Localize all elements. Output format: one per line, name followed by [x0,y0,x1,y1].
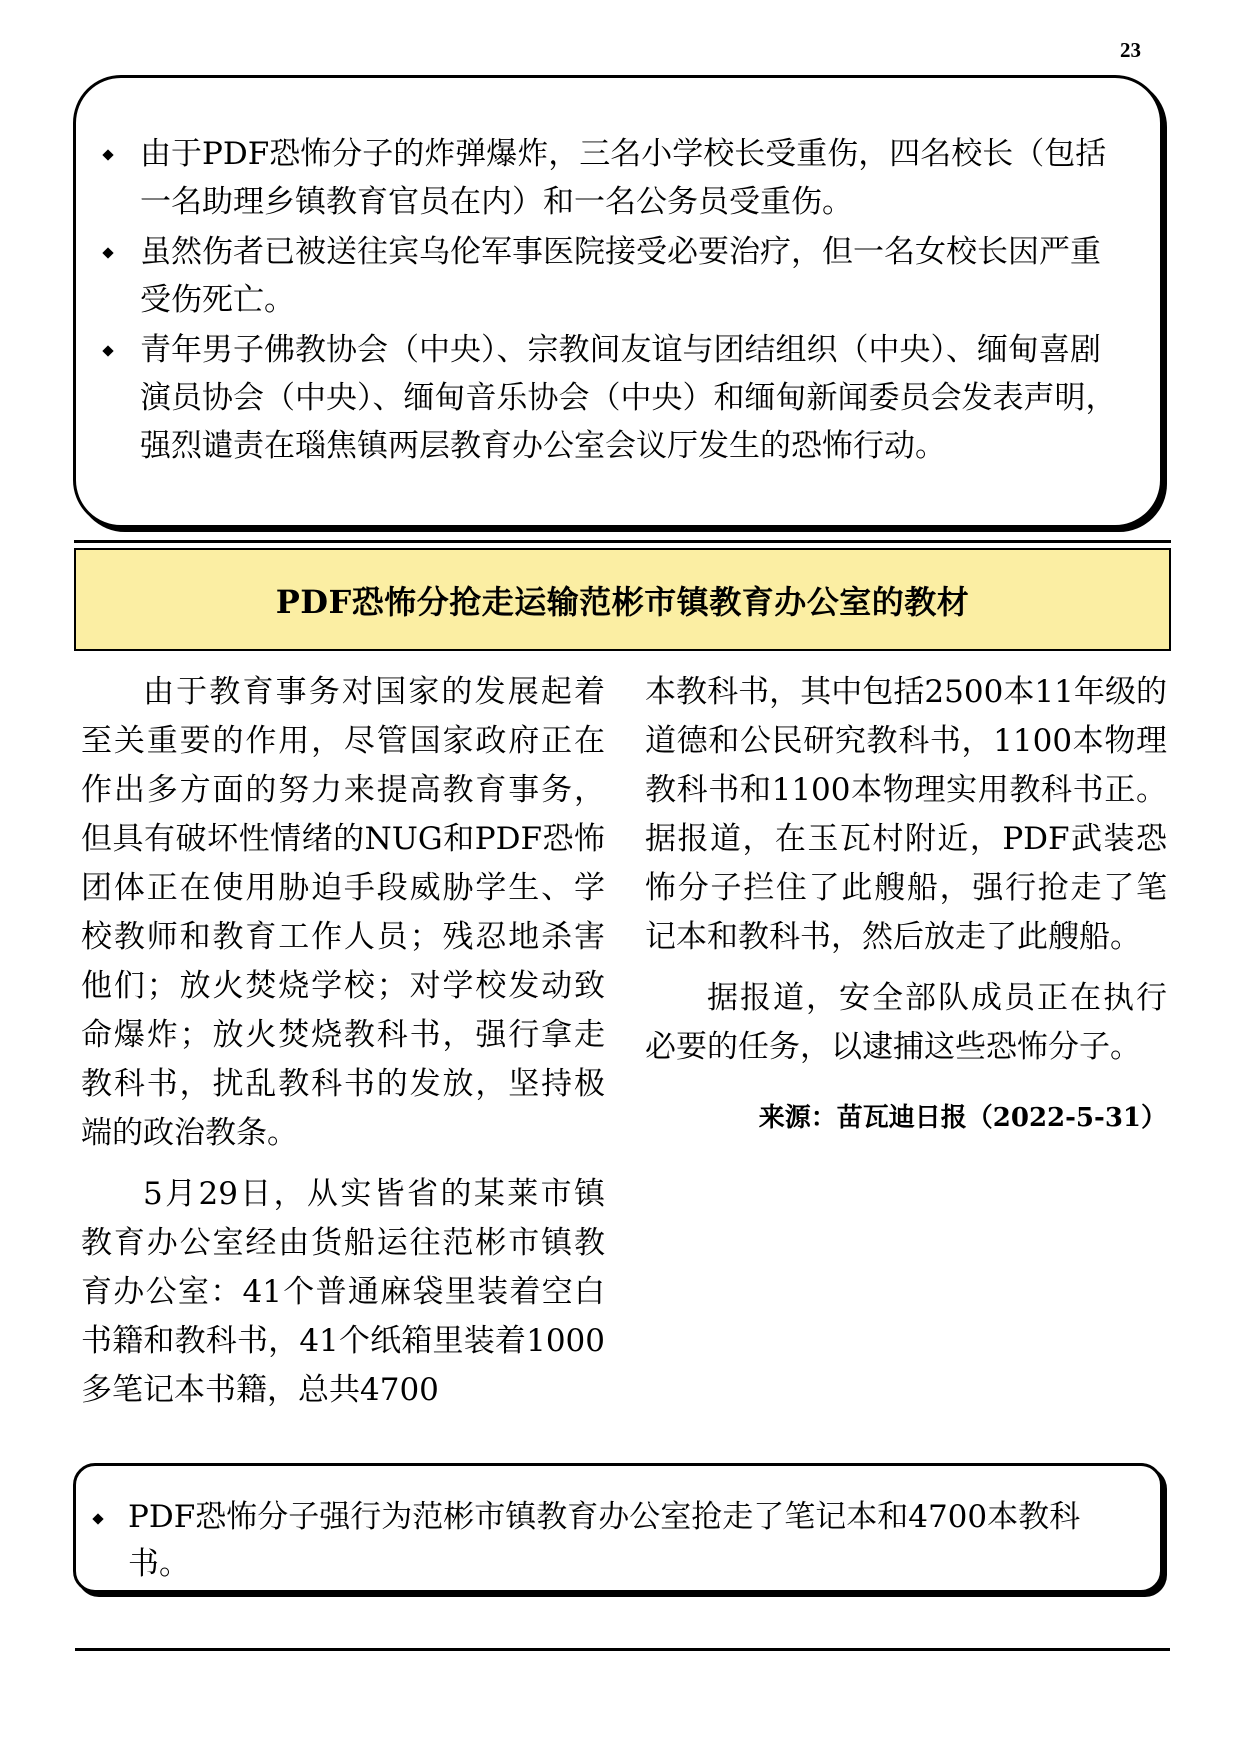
bullet-text: 虽然伤者已被送往宾乌伦军事医院接受必要治疗，但一名女校长因严重受伤死亡。 [140,234,1101,318]
article-paragraph: 由于教育事务对国家的发展起着至关重要的作用，尽管国家政府正在作出多方面的努力来提高教育事务，但具有破坏性情绪的NUG和PDF恐怖团体正在使用胁迫手段威胁学生、学校教师和教育工作人员；残忍地杀害他们；放火焚烧学校；对学校发动致命爆炸；放火焚烧教科书，强行拿走教科书，扰乱教科书的发放，坚持极端的政治教条。 [81,674,605,1151]
summary-list-bottom [90,1494,1136,1590]
list-item [100,228,1120,324]
article-column-left [81,668,605,1427]
diamond-bullet-icon [102,345,113,356]
diamond-bullet-icon [92,1513,103,1524]
article-title-banner [74,548,1171,651]
diamond-bullet-icon [102,247,113,258]
list-item [100,326,1120,470]
article-source: 来源：苗瓦迪日报（2022-5-31） [758,1103,1167,1133]
list-item [100,130,1120,226]
article-paragraph: 5月29日，从实皆省的某莱市镇教育办公室经由货船运往范彬市镇教育办公室：41个普通麻袋里装着空白书籍和教科书，41个纸箱里装着1000多笔记本书籍，总共4700 [81,1176,605,1408]
footer-divider [75,1648,1170,1651]
article-paragraph: 据报道，安全部队成员正在执行必要的任务，以逮捕这些恐怖分子。 [645,980,1167,1065]
bullet-text: PDF恐怖分子强行为范彬市镇教育办公室抢走了笔记本和4700本教科书。 [128,1499,1081,1582]
summary-box-top [73,75,1163,528]
summary-box-bottom [73,1463,1163,1593]
diamond-bullet-icon [102,149,113,160]
list-item [90,1494,1136,1588]
article-column-right [645,668,1167,1143]
bullet-text: 由于PDF恐怖分子的炸弹爆炸，三名小学校长受重伤，四名校长（包括一名助理乡镇教育官员在内）和一名公务员受重伤。 [140,136,1107,220]
article-paragraph: 本教科书，其中包括2500本11年级的道德和公民研究教科书，1100本物理教科书和1100本物理实用教科书正。据报道，在玉瓦村附近，PDF武装恐怖分子拦住了此艘船，强行抢走了笔记本和教科书，然后放走了此艘船。 [645,674,1167,955]
article-title: PDF恐怖分抢走运输范彬市镇教育办公室的教材 [275,582,970,621]
page-number: 23 [1120,38,1141,62]
summary-list-top [100,130,1120,472]
bullet-text: 青年男子佛教协会（中央）、宗教间友谊与团结组织（中央）、缅甸喜剧演员协会（中央）、缅甸音乐协会（中央）和缅甸新闻委员会发表声明，强烈谴责在瑙焦镇两层教育办公室会议厅发生的恐怖行动。 [140,332,1117,464]
